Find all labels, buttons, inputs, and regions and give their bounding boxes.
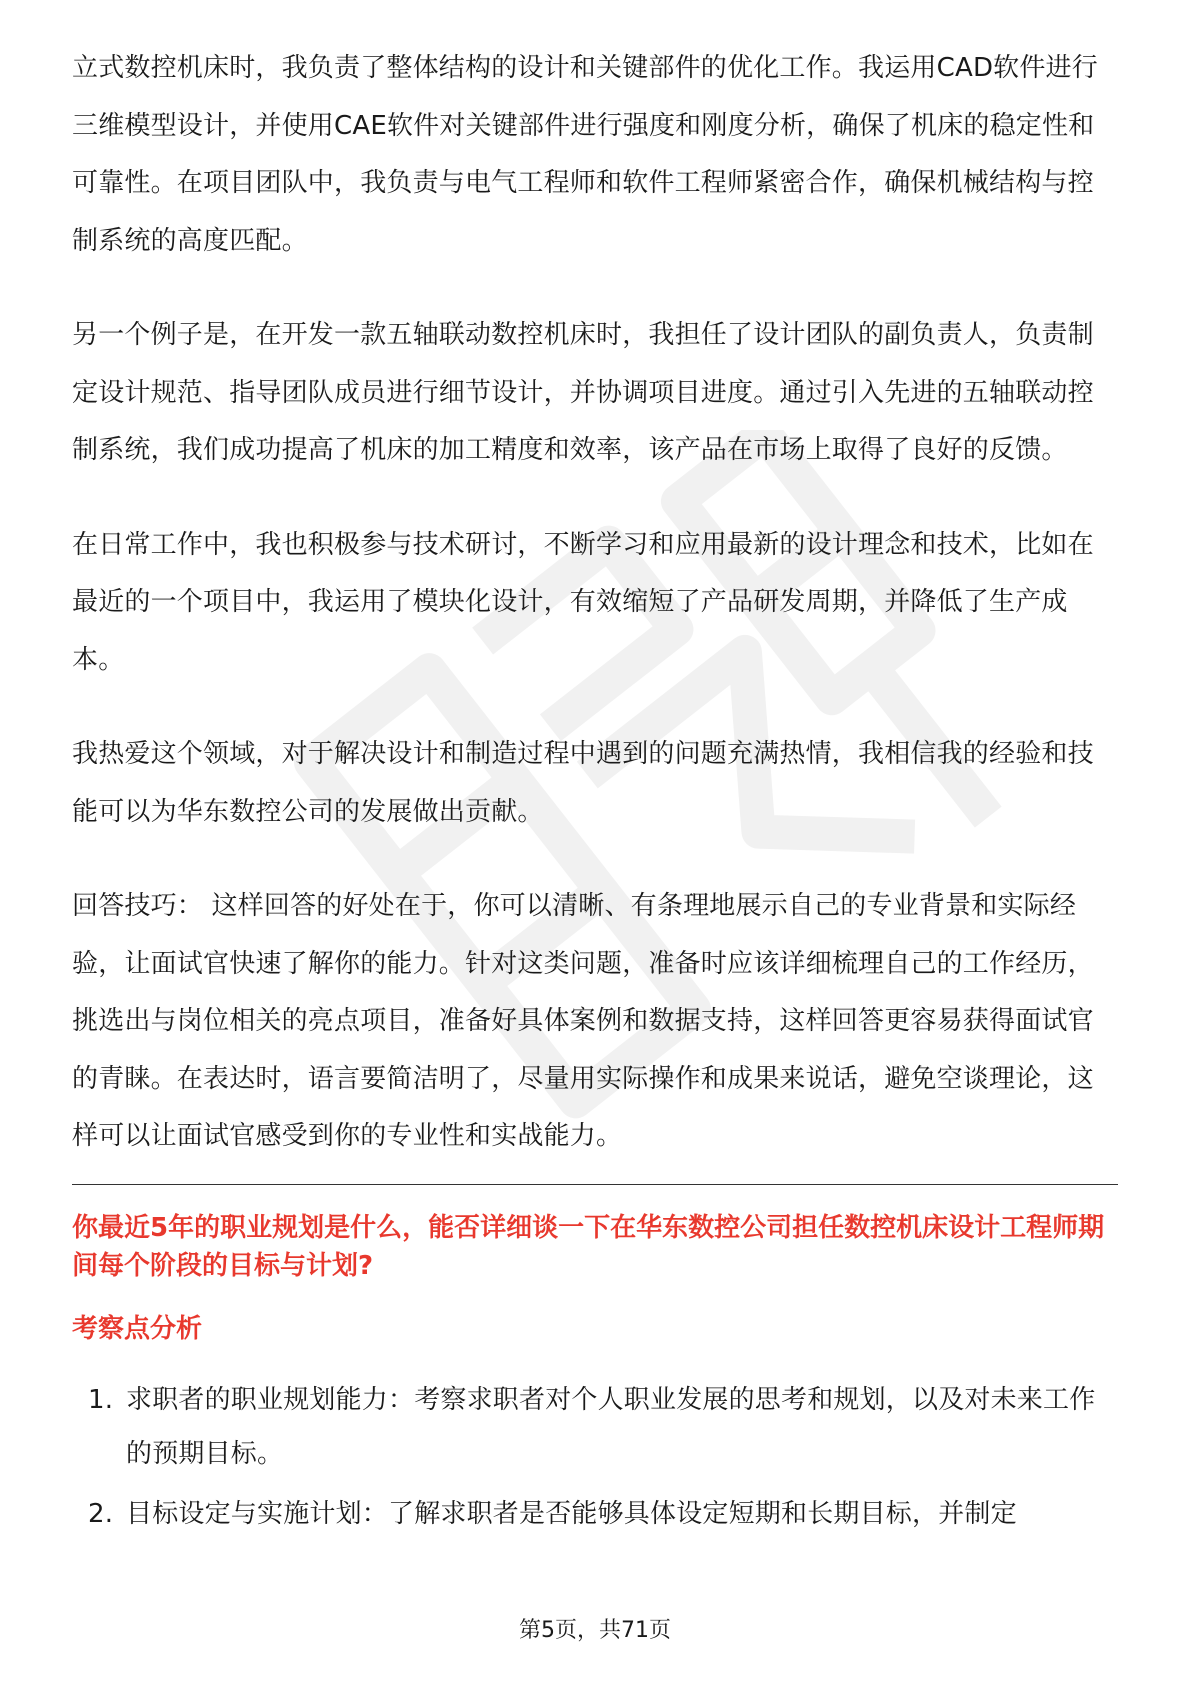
list-item-number: 2. [88,1498,114,1529]
page-footer: 第5页，共71页 [519,1618,671,1643]
body-paragraph: 我热爱这个领域，对于解决设计和制造过程中遇到的问题充满热情，我相信我的经验和技能可以为华东数控公司的发展做出贡献。 [72,739,1094,827]
section-divider [72,1184,1118,1185]
body-paragraph: 在日常工作中，我也积极参与技术研讨，不断学习和应用最新的设计理念和技术，比如在最近的一个项目中，我运用了模块化设计，有效缩短了产品研发周期，并降低了生产成本。 [72,529,1094,675]
question-heading: 你最近5年的职业规划是什么，能否详细谈一下在华东数控公司担任数控机床设计工程师期间每个阶段的目标与计划? [72,1212,1105,1281]
list-item [72,1487,1118,1541]
body-paragraph: 立式数控机床时，我负责了整体结构的设计和关键部件的优化工作。我运用CAD软件进行三维模型设计，并使用CAE软件对关键部件进行强度和刚度分析，确保了机床的稳定性和可靠性。在项目团队中，我负责与电气工程师和软件工程师紧密合作，确保机械结构与控制系统的高度匹配。 [72,53,1098,256]
body-paragraph: 另一个例子是，在开发一款五轴联动数控机床时，我担任了设计团队的副负责人，负责制定设计规范、指导团队成员进行细节设计，并协调项目进度。通过引入先进的五轴联动控制系统，我们成功提高了机床的加工精度和效率，该产品在市场上取得了良好的反馈。 [72,320,1094,465]
list-item-text: 求职者的职业规划能力：考察求职者对个人职业发展的思考和规划，以及对未来工作的预期目标。 [126,1384,1096,1469]
list-item-text: 目标设定与实施计划：了解求职者是否能够具体设定短期和长期目标，并制定 [126,1498,1017,1529]
analysis-heading: 考察点分析 [72,1313,203,1344]
document-page [72,40,1118,1541]
list-item-number: 1. [88,1384,114,1415]
list-item [72,1373,1118,1481]
answer-tips-paragraph: 回答技巧： 这样回答的好处在于，你可以清晰、有条理地展示自己的专业背景和实际经验，让面试官快速了解你的能力。针对这类问题，准备时应该详细梳理自己的工作经历，挑选出与岗位相关的亮点项目，准备好具体案例和数据支持，这样回答更容易获得面试官的青睐。在表达时，语言要简洁明了，尽量用实际操作和成果来说话，避免空谈理论，这样可以让面试官感受到你的专业性和实战能力。 [72,891,1094,1151]
analysis-list [72,1373,1118,1541]
